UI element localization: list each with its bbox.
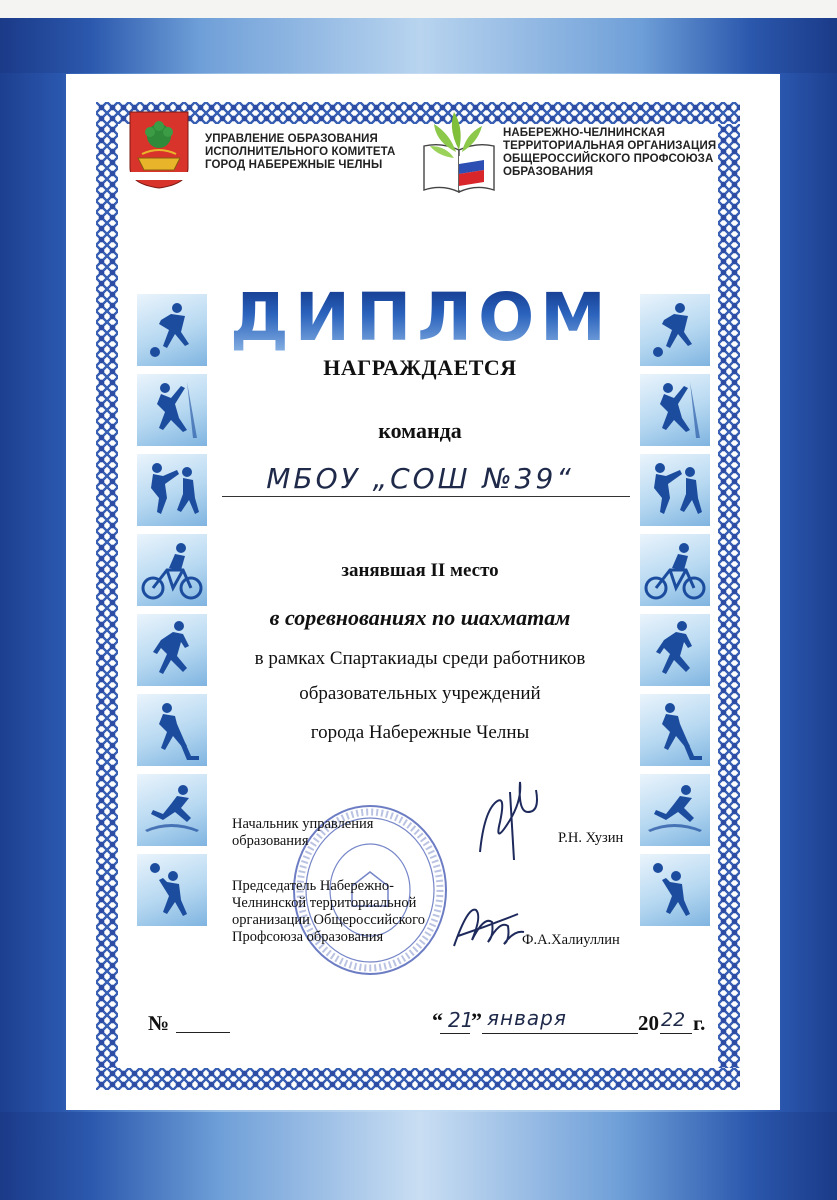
cycling-icon [137, 534, 207, 606]
team-name-handwritten: МБОУ „СОШ №39“ [266, 462, 574, 495]
right-org-name: НАБЕРЕЖНО-ЧЕЛНИНСКАЯ ТЕРРИТОРИАЛЬНАЯ ОРГАНИЗАЦИЯ ОБЩЕРОССИЙСКОГО ПРОФСОЮЗА ОБРАЗОВАНИЯ [503, 127, 717, 178]
signer-1-name: Р.Н. Хузин [558, 830, 624, 846]
date-month-line [482, 1033, 638, 1034]
hockey-icon [640, 694, 710, 766]
signer-2-name: Ф.А.Халиуллин [522, 932, 620, 948]
date-day: 21 [448, 1008, 474, 1032]
ornament-bottom [96, 1068, 740, 1090]
signature-khuzin [470, 772, 550, 862]
climbing-icon [137, 374, 207, 446]
volleyball-icon [137, 854, 207, 926]
number-line [176, 1032, 230, 1033]
volleyball-icon [640, 854, 710, 926]
diploma-title: ДИПЛОМ [230, 279, 612, 356]
left-org-name: УПРАВЛЕНИЕ ОБРАЗОВАНИЯ ИСПОЛНИТЕЛЬНОГО КОМИТЕТА ГОРОД НАБЕРЕЖНЫЕ ЧЕЛНЫ [205, 133, 396, 171]
ornament-top [96, 102, 740, 124]
date-close-quote: ” [471, 1008, 482, 1033]
union-book-leaves-icon [420, 106, 498, 194]
football-icon [137, 294, 207, 366]
climbing-icon [640, 374, 710, 446]
awarded-heading: НАГРАЖДАЕТСЯ [323, 355, 517, 380]
sport-tiles-right [640, 294, 710, 934]
cycling-icon [640, 534, 710, 606]
date-month: января [487, 1006, 567, 1030]
city-coat-of-arms-icon [128, 110, 190, 190]
ornament-left [96, 102, 118, 1090]
martial-arts-icon [137, 454, 207, 526]
martial-arts-icon [640, 454, 710, 526]
football-icon [640, 294, 710, 366]
place-text: занявшая II место [341, 560, 499, 581]
outer-frame-top [0, 18, 837, 73]
outer-frame-bottom [0, 1112, 837, 1200]
signer-1-title: Начальник управления образования [232, 816, 374, 849]
year-line [660, 1033, 692, 1034]
running-icon [640, 614, 710, 686]
team-label: команда [378, 418, 462, 443]
number-label: № [148, 1011, 170, 1035]
description-line-1: в рамках Спартакиады среди работников [254, 648, 586, 669]
year-suffix: 22 [661, 1009, 686, 1031]
skating-icon [137, 774, 207, 846]
event-text: в соревнованиях по шахматам [269, 605, 571, 630]
signer-2-title: Председатель Набережно- Челнинской территориальной организации Общероссийского Профсоюза образования [232, 878, 426, 945]
hockey-icon [137, 694, 207, 766]
team-name-underline [222, 496, 630, 497]
signature-khaliullin [448, 896, 528, 958]
sport-tiles-left [137, 294, 207, 934]
running-icon [137, 614, 207, 686]
skating-icon [640, 774, 710, 846]
ornament-right [718, 102, 740, 1090]
date-open-quote: “ [432, 1008, 443, 1033]
description-line-2: образовательных учреждений [299, 683, 541, 704]
year-unit: г. [693, 1011, 706, 1035]
year-prefix: 20 [638, 1011, 659, 1035]
date-day-line [440, 1033, 470, 1034]
description-line-3: города Набережные Челны [310, 722, 530, 743]
